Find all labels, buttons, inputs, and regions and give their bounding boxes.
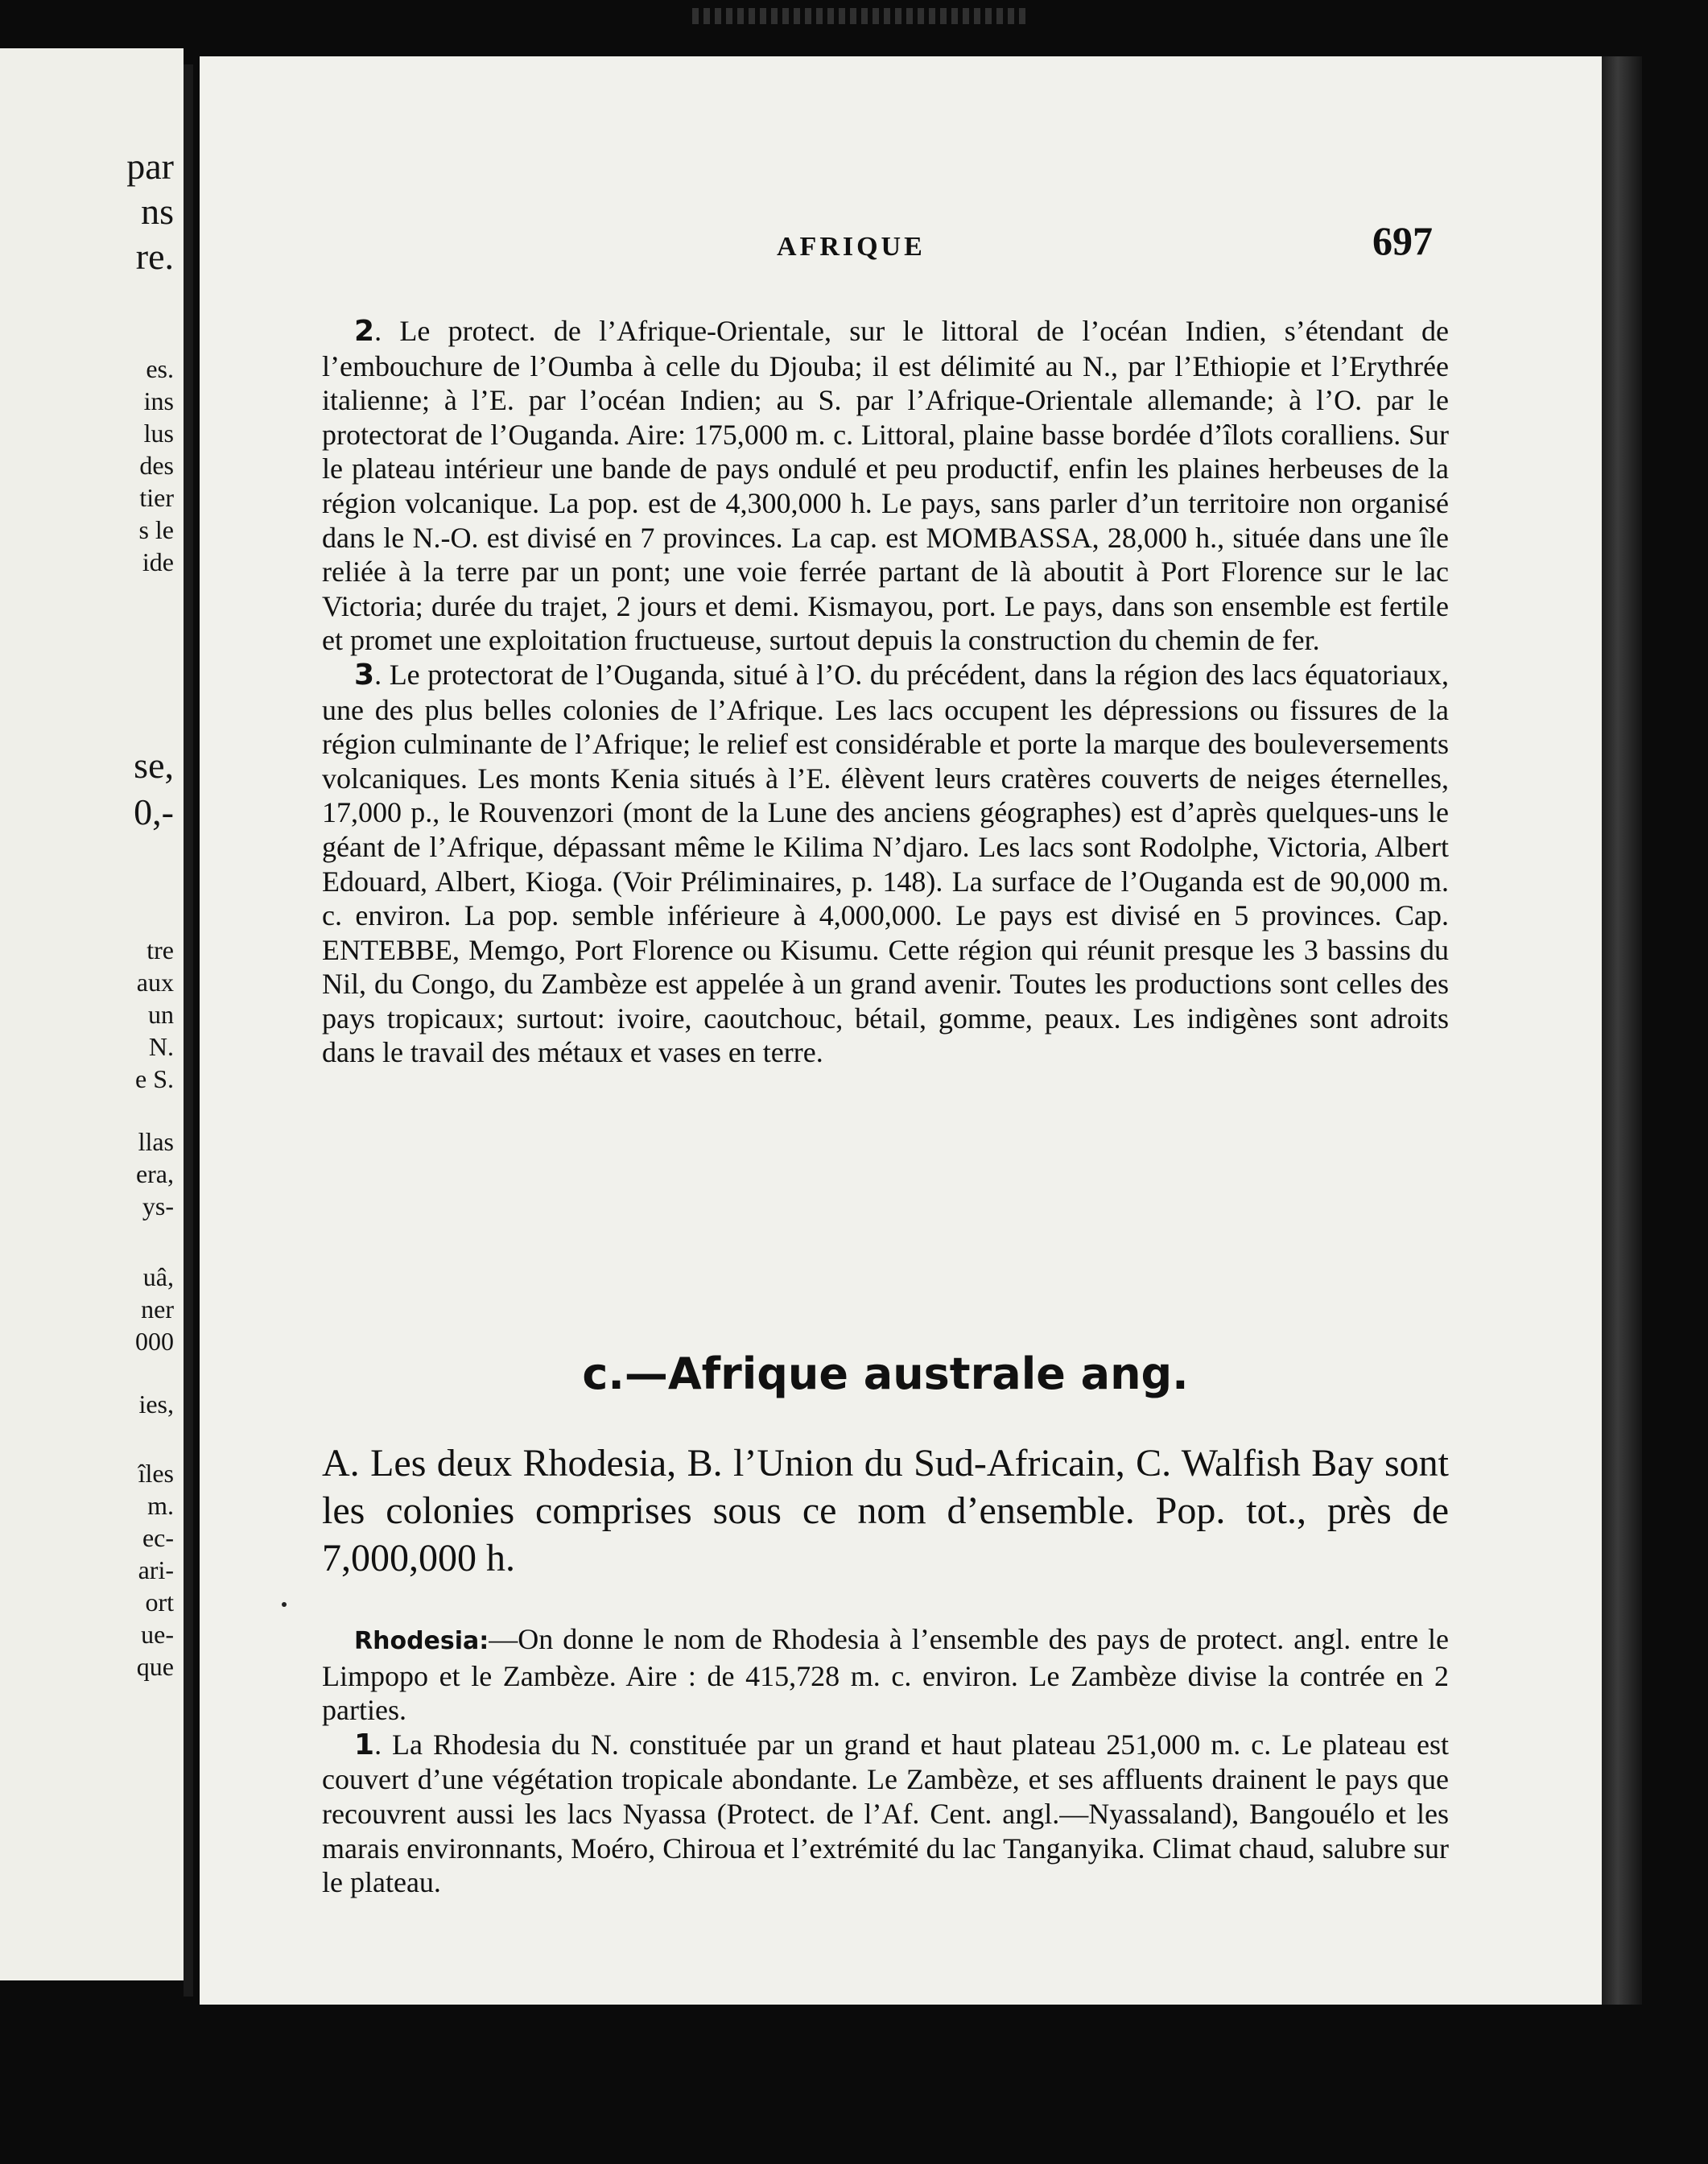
left-page-fragment: llas: [138, 1127, 174, 1156]
left-page-fragment: m.: [147, 1491, 174, 1520]
left-page-fragment: e S.: [135, 1064, 174, 1093]
left-page-fragment: 000: [135, 1327, 174, 1356]
paragraph-text: —On donne le nom de Rhodesia à l’ensemble des pays de protect. angl. entre le Limpopo et le Zambèze. Aire : de 415,728 m. c. environ. Le Zambèze divise la contrée en 2 parties.: [322, 1623, 1449, 1727]
paragraph-text: . La Rhodesia du N. constituée par un grand et haut plateau 251,000 m. c. Le plateau est couvert d’une végétation tropicale abondante. Le Zambèze, et ses affluents drainent le pays que recouvrent aussi les lacs Nyassa (Protect. de l’Af. Cent. angl.—Nyassaland), Bangouélo et les marais environnants, Moéro, Chiroua et l’extrémité du lac Tanganyika. Climat chaud, salubre sur le plateau.: [322, 1728, 1449, 1899]
left-page-fragment: se,: [134, 745, 174, 786]
rhodesia-text: [322, 1622, 1449, 1900]
left-page-fragment: ns: [141, 191, 174, 232]
left-page-fragment: des: [139, 451, 174, 480]
left-page-fragment: tier: [139, 483, 174, 512]
page-edge: [1602, 56, 1642, 2005]
scan-smudge: [692, 8, 1030, 24]
item-number: 1: [354, 1728, 375, 1761]
left-page-fragment: es.: [146, 354, 174, 383]
paragraph-section-3: [322, 658, 1449, 1070]
left-page-fragment: era,: [135, 1159, 174, 1188]
left-page-fragment: 0,-: [134, 791, 174, 832]
section-number: 2: [354, 315, 375, 348]
section-heading: c.—Afrique australe ang.: [582, 1348, 1189, 1399]
paragraph-text: . Le protect. de l’Afrique-Orientale, sur le littoral de l’océan Indien, s’étendant de l’embouchure de l’Oumba à celle du Djouba; il est délimité au N., par l’Ethiopie et l’Erythrée italienne; à l’E. par l’océan Indien; au S. par l’Afrique-Orientale allemande; à l’O. par le protectorat de l’Ouganda. Aire: 175,000 m. c. Littoral, plaine basse bordée d’îlots coralliens. Sur le plateau intérieur une bande de pays ondulé et peu productif, enfin les plaines herbeuses de la région volcanique. La pop. est de 4,300,000 h. Le pays, sans parler d’un territoire non organisé dans le N.-O. est divisé en 7 provinces. La cap. est MOMBASSA, 28,000 h., située dans une île reliée à la terre par un pont; une voie ferrée partant de là aboutit à Port Florence sur le lac Victoria; durée du trajet, 2 jours et demi. Kismayou, port. Le pays, dans son ensemble est fertile et promet une exploitation fructueuse, surtout depuis la construction du chemin de fer.: [322, 315, 1449, 657]
left-page-fragment: ec-: [142, 1523, 174, 1552]
left-page-fragment: lus: [143, 419, 174, 448]
left-page-fragment: ide: [142, 547, 174, 576]
left-page-fragment: uâ,: [142, 1262, 174, 1291]
run-in-heading: Rhodesia:: [354, 1627, 489, 1655]
body-text: [322, 314, 1449, 1070]
running-head: [322, 217, 1449, 266]
left-page-fragment: tre: [146, 935, 174, 964]
left-page-fragment: îles: [138, 1459, 174, 1488]
paragraph-rhodesia-1: [322, 1728, 1449, 1900]
page-number: 697: [1372, 218, 1433, 263]
left-page-fragment: ies,: [138, 1390, 174, 1419]
left-page-fragment: ue-: [141, 1620, 174, 1649]
book-gutter: [184, 64, 193, 1997]
running-title: AFRIQUE: [777, 232, 926, 262]
left-page-fragment: s le: [138, 515, 174, 544]
left-page-fragment: ort: [145, 1588, 174, 1617]
left-page-fragment: ins: [143, 386, 174, 415]
left-page-fragment: ari-: [138, 1555, 174, 1584]
ink-dot: [282, 1602, 287, 1607]
left-page-fragment: re.: [135, 236, 174, 277]
left-page-fragment: que: [136, 1652, 174, 1681]
left-page-fragment: aux: [136, 968, 174, 997]
left-page-fragment: par: [126, 146, 174, 187]
left-page-fragment: ys-: [142, 1191, 174, 1220]
left-page-fragment: N.: [148, 1032, 174, 1061]
paragraph-rhodesia: [322, 1622, 1449, 1728]
left-facing-page: [0, 48, 184, 1980]
section-number: 3: [354, 658, 375, 692]
left-page-fragment: un: [148, 1000, 174, 1029]
left-page-fragment: ner: [141, 1295, 174, 1324]
intro-paragraph: A. Les deux Rhodesia, B. l’Union du Sud-Africain, C. Walfish Bay sont les colonies comprises sous ce nom d’ensemble. Pop. tot., près de 7,000,000 h.: [322, 1442, 1449, 1580]
paragraph-section-2: [322, 314, 1449, 658]
paragraph-text: . Le protectorat de l’Ouganda, situé à l’O. du précédent, dans la région des lacs équatoriaux, une des plus belles colonies de l’Afrique. Les lacs occupent les dépressions ou fissures de la région culminante de l’Afrique; le relief est considérable et porte la marque des bouleversements volcaniques. Les monts Kenia situés à l’E. élèvent leurs cratères couverts de neiges éternelles, 17,000 p., le Rouvenzori (mont de la Lune des anciens géographes) est d’après quelques-uns le géant de l’Afrique, dépassant même le Kilima N’djaro. Les lacs sont Rodolphe, Victoria, Albert Edouard, Albert, Kioga. (Voir Préliminaires, p. 148). La surface de l’Ouganda est de 90,000 m. c. environ. La pop. semble inférieure à 4,000,000. Le pays est divisé en 5 provinces. Cap. ENTEBBE, Memgo, Port Florence ou Kisumu. Cette région qui réunit presque les 3 bassins du Nil, du Congo, du Zambèze est appelée à un grand avenir. Toutes les productions sont celles des pays tropicaux; surtout: ivoire, caoutchouc, bétail, gomme, peaux. Les indigènes sont adroits dans le travail des métaux et vases en terre.: [322, 658, 1449, 1069]
